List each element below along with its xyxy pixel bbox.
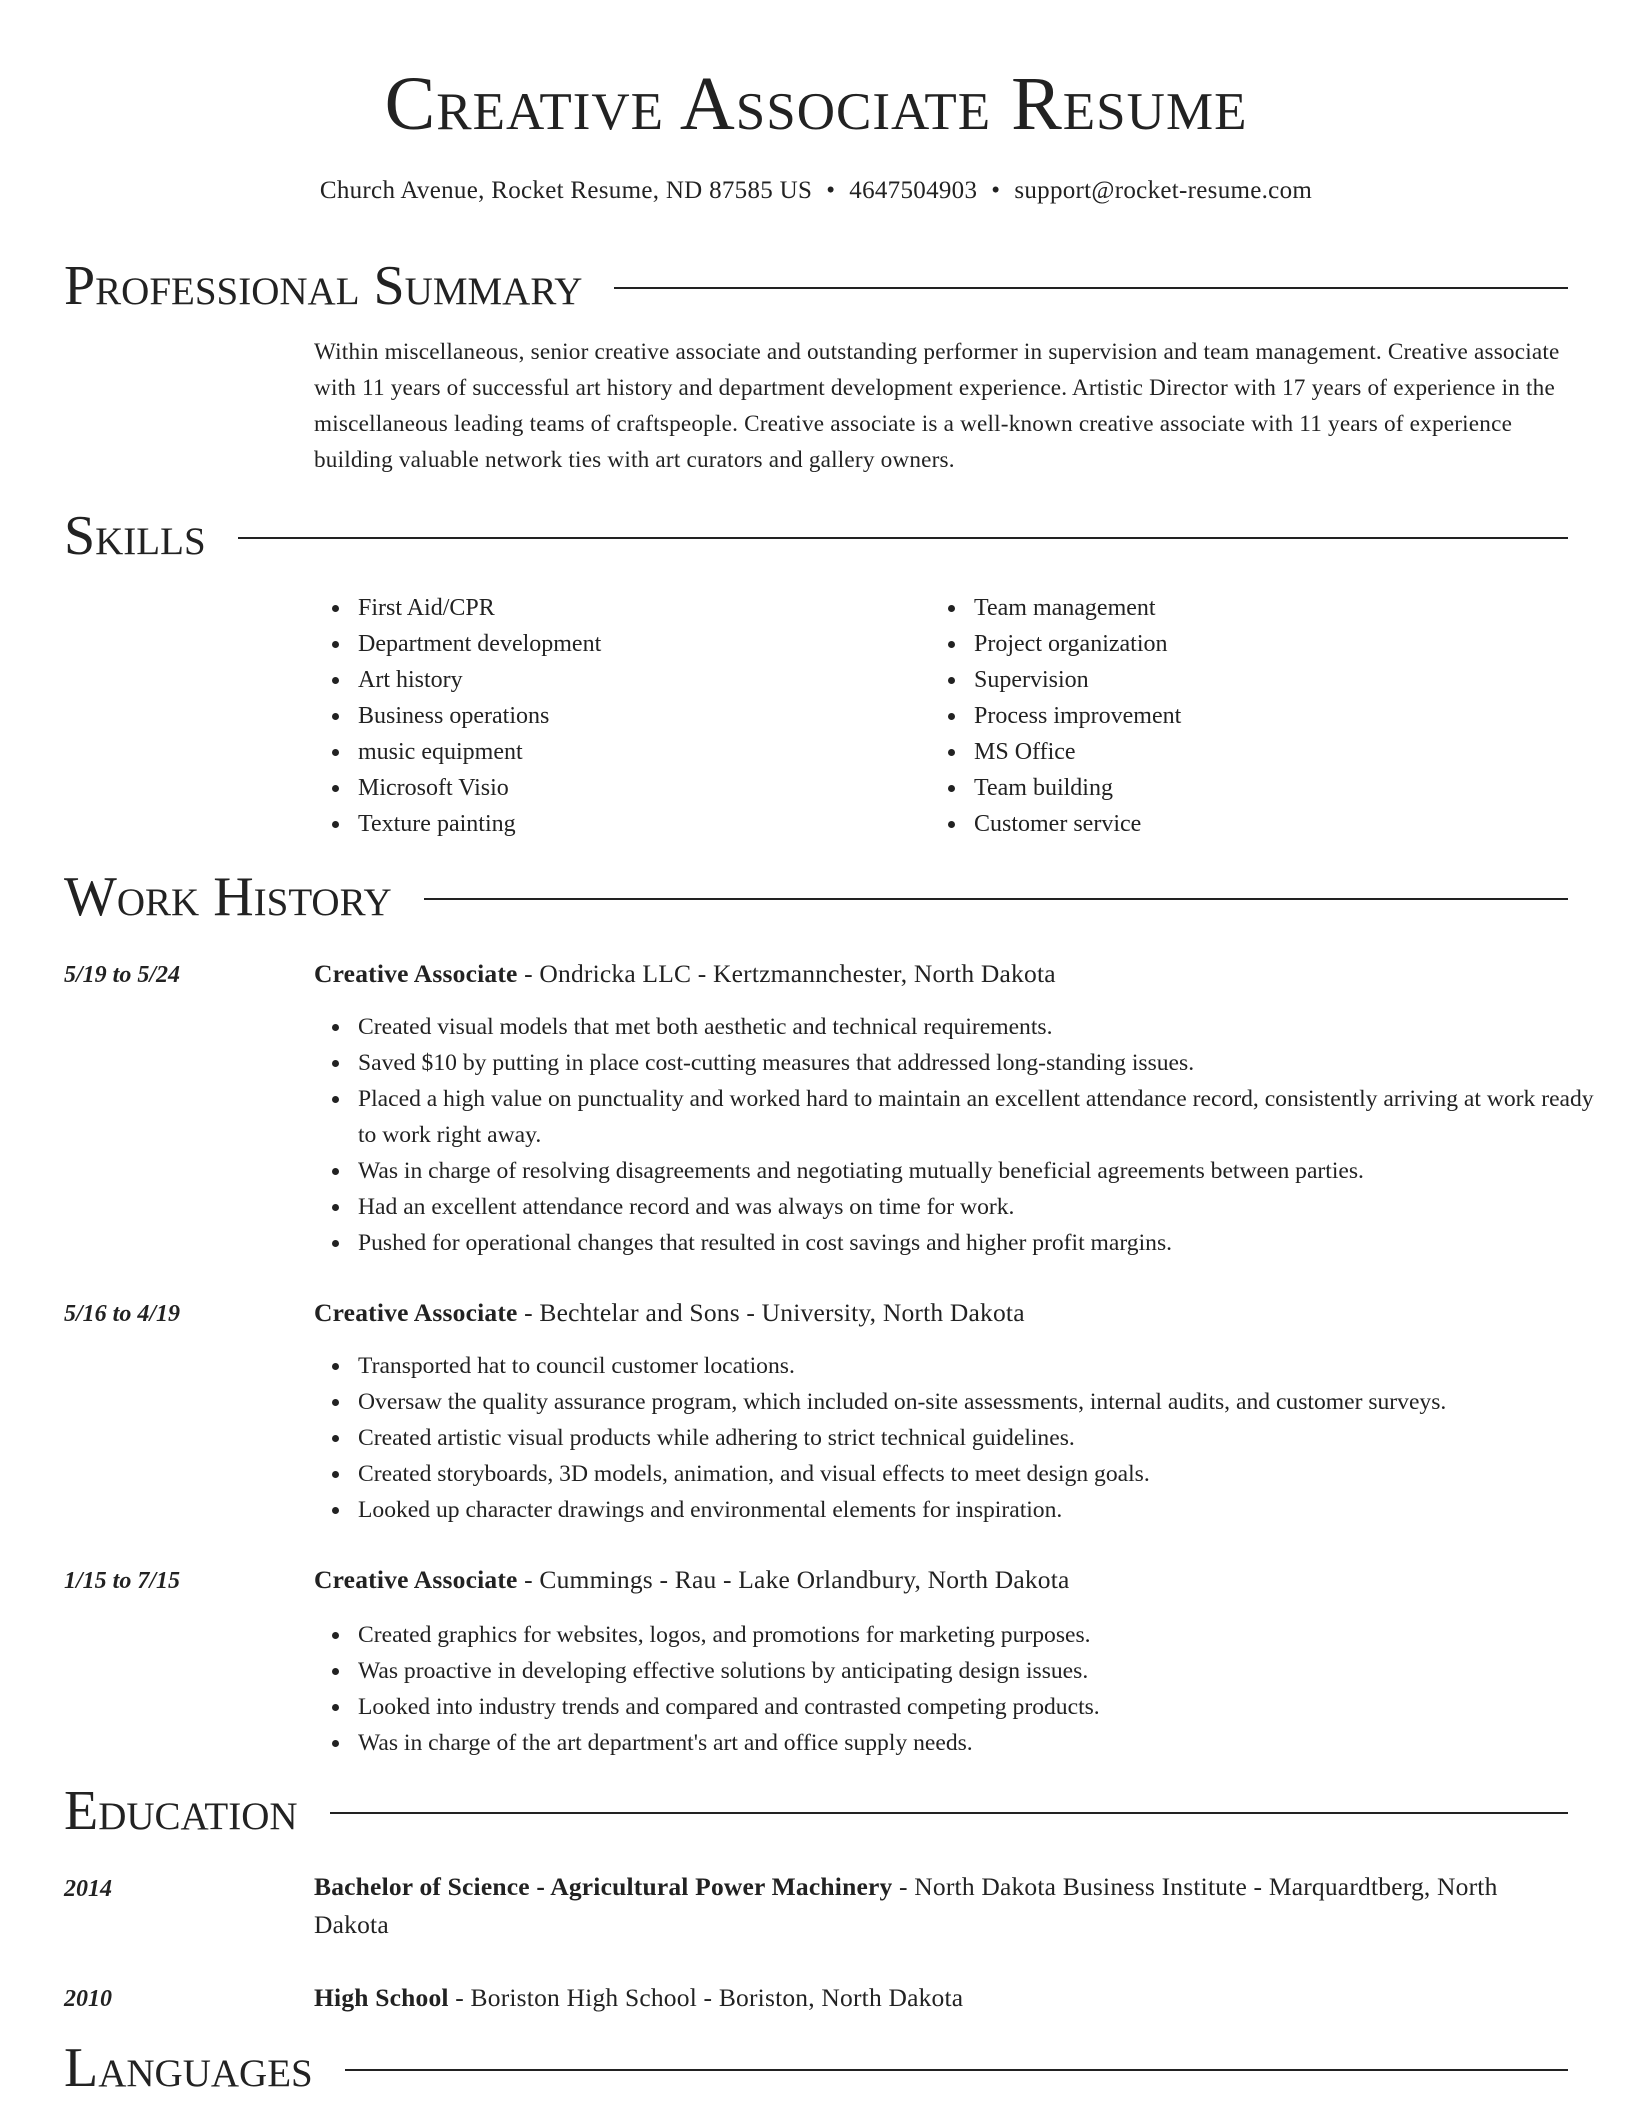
education-entry [314, 1979, 1568, 2017]
section-languages [64, 2036, 1568, 2100]
job-title: Creative Associate [314, 959, 518, 988]
section-heading: Professional Summary [64, 255, 583, 317]
job-bullet: Created graphics for websites, logos, and promotions for marketing purposes. [358, 1617, 1612, 1653]
skill-item: music equipment [358, 734, 918, 770]
job-details: - Bechtelar and Sons - University, North Dakota [517, 1298, 1025, 1327]
job-dates: 1/15 to 7/15 [64, 1568, 181, 1594]
education-entry [314, 1868, 1568, 1944]
job-header [314, 1561, 1568, 1599]
job-header [314, 1294, 1568, 1332]
skill-item: Business operations [358, 698, 918, 734]
contact-separator: • [826, 177, 836, 204]
job-bullet: Was in charge of the art department's art and office supply needs. [358, 1725, 1612, 1761]
section-divider [614, 287, 1568, 289]
education-details: - Boriston High School - Boriston, North Dakota [448, 1983, 964, 2012]
job-details: - Ondricka LLC - Kertzmannchester, North Dakota [517, 959, 1056, 988]
education-details: - North Dakota Business Institute - Marquardtberg, North Dakota [314, 1872, 1498, 1939]
skill-item: Project organization [974, 626, 1534, 662]
job-title: Creative Associate [314, 1298, 518, 1327]
summary-text: Within miscellaneous, senior creative associate and outstanding performer in supervision and team management. Creative associate with 11 years of successful art history and department development experience. Artistic Director with 17 years of experience in the miscellaneous leading teams of craftspeople. Creative associate is a well-known creative associate with 11 years of experience building valuable network ties with art curators and gallery owners. [314, 339, 1560, 473]
skill-item: Team building [974, 770, 1534, 806]
education-degree: Bachelor of Science - Agricultural Power Machinery [314, 1872, 893, 1901]
skill-item: Supervision [974, 662, 1534, 698]
education-degree: High School [314, 1983, 449, 2012]
section-divider [345, 2069, 1568, 2071]
job-bullets [314, 1009, 1612, 1261]
skill-item: Department development [358, 626, 918, 662]
section-heading: Skills [64, 505, 206, 567]
job-header [314, 955, 1568, 993]
contact-line [0, 174, 1632, 208]
job-bullet: Placed a high value on punctuality and worked hard to maintain an excellent attendance record, consistently arriving at work ready to work right away. [358, 1081, 1612, 1153]
skill-item: MS Office [974, 734, 1534, 770]
contact-email: support@rocket-resume.com [1014, 177, 1313, 204]
job-dates: 5/19 to 5/24 [64, 962, 181, 988]
contact-address: Church Avenue, Rocket Resume, ND 87585 US [319, 177, 813, 204]
skill-item: Art history [358, 662, 918, 698]
job-bullet: Transported hat to council customer locations. [358, 1348, 1612, 1384]
section-education [64, 1779, 1568, 1843]
resume-title: Creative Associate Resume [384, 62, 1248, 146]
section-divider [424, 898, 1568, 900]
job-bullets [314, 1617, 1612, 1761]
job-bullet: Created storyboards, 3D models, animation, and visual effects to meet design goals. [358, 1456, 1612, 1492]
skill-item: Process improvement [974, 698, 1534, 734]
job-bullets [314, 1348, 1612, 1528]
contact-separator: • [991, 177, 1001, 204]
section-heading: Education [64, 1780, 298, 1842]
contact-phone: 4647504903 [849, 177, 978, 204]
skill-item: Customer service [974, 806, 1534, 842]
job-bullet: Oversaw the quality assurance program, which included on-site assessments, internal audits, and customer surveys. [358, 1384, 1612, 1420]
skill-item: First Aid/CPR [358, 590, 918, 626]
section-heading: Languages [64, 2037, 313, 2099]
job-dates: 5/16 to 4/19 [64, 1301, 181, 1327]
section-divider [330, 1812, 1568, 1814]
section-heading: Work History [64, 866, 392, 928]
job-bullet: Had an excellent attendance record and was always on time for work. [358, 1189, 1612, 1225]
job-title: Creative Associate [314, 1565, 518, 1594]
skills-list-left [314, 590, 918, 842]
job-bullet: Looked into industry trends and compared and contrasted competing products. [358, 1689, 1612, 1725]
job-bullet: Pushed for operational changes that resulted in cost savings and higher profit margins. [358, 1225, 1612, 1261]
skill-item: Team management [974, 590, 1534, 626]
job-bullet: Created artistic visual products while adhering to strict technical guidelines. [358, 1420, 1612, 1456]
education-year: 2010 [64, 1986, 112, 2012]
skill-item: Texture painting [358, 806, 918, 842]
section-work-history [64, 865, 1568, 929]
job-bullet: Saved $10 by putting in place cost-cutting measures that addressed long-standing issues. [358, 1045, 1612, 1081]
education-year: 2014 [64, 1876, 112, 1902]
job-details: - Cummings - Rau - Lake Orlandbury, North Dakota [517, 1565, 1070, 1594]
skills-list-right [930, 590, 1534, 842]
section-divider [238, 537, 1568, 539]
skill-item: Microsoft Visio [358, 770, 918, 806]
section-professional-summary [64, 254, 1568, 318]
job-bullet: Was proactive in developing effective solutions by anticipating design issues. [358, 1653, 1612, 1689]
job-bullet: Looked up character drawings and environmental elements for inspiration. [358, 1492, 1612, 1528]
job-bullet: Was in charge of resolving disagreements and negotiating mutually beneficial agreements between parties. [358, 1153, 1612, 1189]
job-bullet: Created visual models that met both aesthetic and technical requirements. [358, 1009, 1612, 1045]
section-skills [64, 504, 1568, 568]
